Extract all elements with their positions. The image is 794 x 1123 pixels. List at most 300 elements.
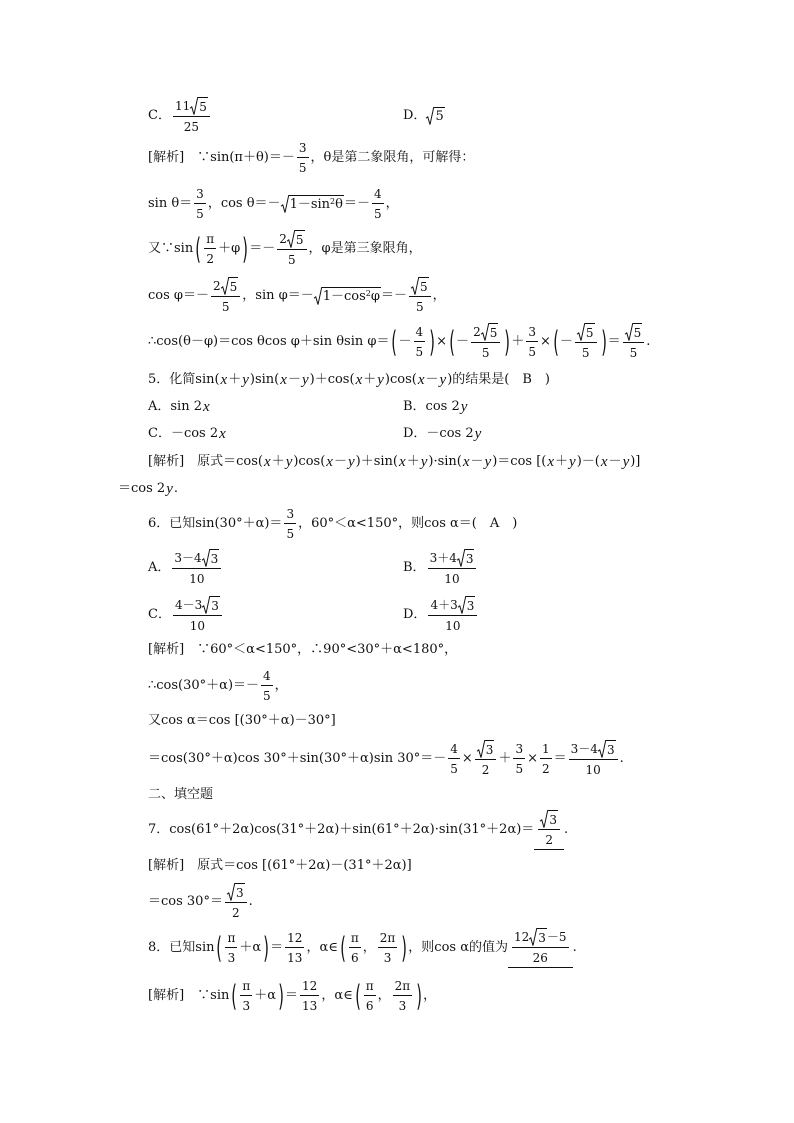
- radicand: [295, 230, 305, 248]
- math-text: ＝: [607, 334, 621, 349]
- math-text: ＝: [270, 940, 284, 955]
- math-text: )cos(: [384, 372, 417, 387]
- math-text: ∴cos(θ－φ)＝cos θcos φ＋sin θsin φ＝: [148, 334, 390, 349]
- radical-sign: [458, 596, 466, 614]
- math-text: 13: [302, 999, 318, 1013]
- variable: x: [462, 454, 470, 470]
- variable: x: [264, 454, 271, 470]
- math-text: ＋: [228, 372, 242, 387]
- math-text: 3: [242, 999, 251, 1013]
- radicand: [289, 195, 344, 213]
- math-text: ×: [527, 751, 538, 766]
- math-text: )＋cos(: [309, 372, 355, 387]
- math-text: 4: [263, 669, 271, 683]
- math-text: ，60°＜α<150°，则cos α＝( A ): [298, 516, 518, 531]
- variable: x: [326, 454, 333, 470]
- math-text: ，φ是第三象限角，: [308, 241, 422, 256]
- math-text: 3: [538, 931, 546, 945]
- math-text: 5: [450, 762, 458, 776]
- square-root: [281, 195, 344, 213]
- math-text: 5: [298, 161, 307, 175]
- square-root: [227, 883, 245, 901]
- fraction-numerator: [393, 978, 413, 996]
- square-root: [481, 323, 499, 341]
- radical-sign: [287, 230, 295, 248]
- math-text: 25: [183, 120, 200, 134]
- math-text: ＋: [555, 454, 569, 469]
- math-text: 7．cos(61°＋2α)cos(31°＋2α)＋sin(61°＋2α)·sin(31°＋2α)＝: [148, 822, 535, 837]
- variable: y: [347, 454, 355, 470]
- fraction-denominator: [277, 250, 306, 268]
- fraction: [277, 230, 306, 268]
- math-text: [解析] 原式＝cos(: [148, 454, 263, 469]
- math-text: ，: [385, 196, 399, 211]
- math-text: )＝cos [(: [492, 454, 547, 469]
- big-paren: (: [449, 325, 455, 359]
- math-text: 3－4: [570, 742, 598, 756]
- big-paren: ): [401, 931, 408, 965]
- variable: y: [242, 372, 249, 388]
- math-text: 3: [515, 742, 524, 756]
- math-text: π: [365, 979, 374, 993]
- math-text: ，θ是第二象限角，可解得：: [310, 150, 475, 165]
- math-text: ，则cos α的值为: [408, 940, 508, 955]
- fraction: [513, 741, 525, 777]
- fraction-denominator: [194, 204, 206, 222]
- math-text: ×: [540, 334, 551, 349]
- math-text: [解析] 原式＝cos [(61°＋2α)－(31°＋2α)]: [148, 858, 412, 873]
- big-paren: ): [416, 979, 423, 1013]
- math-text: 5: [481, 346, 490, 360]
- fraction-numerator: [513, 741, 525, 759]
- fraction: [428, 549, 477, 587]
- math-text: 5: [416, 300, 424, 314]
- q4-option-d: [403, 94, 445, 138]
- big-paren: (: [195, 232, 202, 266]
- math-text: 5: [585, 326, 594, 340]
- big-paren: ): [263, 931, 270, 965]
- math-text: ，: [423, 988, 437, 1003]
- fraction-numerator: [364, 978, 376, 996]
- variable: x: [203, 399, 210, 415]
- math-text: ＋: [511, 334, 525, 349]
- variable: y: [622, 454, 630, 470]
- square-root: [625, 323, 643, 341]
- fraction-denominator: [569, 760, 618, 778]
- math-text: ，: [362, 940, 376, 955]
- math-text: 10: [445, 619, 461, 633]
- math-text: .: [563, 822, 569, 837]
- fraction-numerator: [225, 883, 247, 903]
- fraction-numerator: [173, 596, 222, 616]
- math-text: 3: [466, 599, 475, 613]
- math-text: 2: [481, 763, 490, 777]
- variable: y: [474, 426, 482, 442]
- square-root: [287, 230, 305, 248]
- radical-sign: [540, 810, 548, 828]
- math-text: .: [248, 894, 253, 909]
- fraction-numerator: [372, 186, 384, 204]
- math-text: 5: [263, 689, 271, 703]
- fraction-denominator: [540, 759, 552, 777]
- math-text: B．: [403, 560, 426, 575]
- math-text: －: [559, 334, 573, 349]
- fraction-denominator: [172, 569, 221, 587]
- math-text: A．: [148, 560, 171, 575]
- square-root: [426, 107, 444, 125]
- fraction: [372, 186, 384, 222]
- math-text: 4－3: [174, 598, 203, 612]
- radical-sign: [202, 549, 210, 567]
- fraction: [512, 928, 569, 966]
- math-text: ＝－: [249, 241, 276, 256]
- math-text: 2: [279, 232, 287, 246]
- fraction: [378, 930, 398, 966]
- q6-stem: [148, 502, 517, 546]
- math-text: －: [470, 454, 484, 469]
- math-text: 4: [373, 187, 382, 201]
- math-text: 12: [514, 930, 530, 944]
- fraction-numerator: [428, 549, 477, 569]
- radical-sign: [227, 883, 235, 901]
- radical-sign: [314, 287, 322, 305]
- fraction: [173, 97, 210, 135]
- radicand: [465, 549, 475, 567]
- math-text: 4: [415, 325, 424, 339]
- big-paren: ): [600, 325, 607, 359]
- variable: y: [439, 372, 447, 388]
- fraction-denominator: [393, 996, 413, 1014]
- math-text: C．: [148, 607, 171, 622]
- variable: y: [285, 454, 293, 470]
- math-text: 3: [286, 507, 295, 521]
- math-text: C．－cos 2: [148, 426, 219, 441]
- square-root: [577, 323, 595, 341]
- fraction: [297, 140, 309, 176]
- radicand: [485, 740, 495, 758]
- square-root: [477, 740, 495, 758]
- math-text: θ: [335, 197, 343, 212]
- math-text: π: [227, 931, 236, 945]
- fraction-numerator: [204, 231, 216, 249]
- math-text: 5: [415, 345, 424, 359]
- radicand: [489, 323, 499, 341]
- math-text: [解析] ∵60°＜α<150°，∴90°<30°＋α<180°，: [148, 642, 458, 657]
- math-text: 3: [298, 141, 307, 155]
- math-text: C．: [148, 108, 171, 123]
- radical-sign: [598, 740, 606, 758]
- math-text: 2: [213, 279, 221, 293]
- q6-option-a: [148, 546, 223, 590]
- big-paren: ): [429, 325, 436, 359]
- q8-analysis-line-1: [148, 974, 436, 1018]
- math-text: ，: [274, 678, 288, 693]
- math-text: ，sin φ＝－: [242, 288, 314, 303]
- variable: y: [569, 454, 576, 470]
- variable: y: [377, 372, 384, 388]
- fraction: [300, 978, 319, 1014]
- superscript: 2: [365, 289, 371, 298]
- radical-sign: [477, 740, 485, 758]
- math-text: [解析] ∵sin: [148, 988, 230, 1003]
- math-text: 5: [633, 326, 642, 340]
- math-text: ＝cos 2: [118, 481, 166, 496]
- fraction-denominator: [623, 343, 645, 361]
- math-text: ＝－: [343, 196, 370, 211]
- fraction-numerator: [448, 741, 460, 759]
- fraction: [414, 324, 426, 360]
- variable: x: [600, 454, 608, 470]
- fraction-denominator: [378, 948, 398, 966]
- q4-option-c: [148, 94, 212, 138]
- variable: x: [417, 372, 425, 388]
- fraction: [569, 740, 618, 778]
- square-root: [221, 277, 239, 295]
- math-text: ＝cos 30°＝: [148, 894, 223, 909]
- radicand: [210, 549, 220, 567]
- math-text: .: [619, 751, 624, 766]
- math-text: A．sin 2: [148, 399, 202, 414]
- math-text: π: [242, 979, 251, 993]
- math-text: 2: [206, 252, 214, 266]
- big-paren: (: [391, 325, 398, 359]
- radicand: [537, 928, 547, 946]
- fraction: [225, 930, 237, 966]
- big-paren: ): [504, 325, 511, 359]
- fraction: [172, 549, 221, 587]
- fraction-numerator: [285, 930, 304, 948]
- fraction-numerator: [277, 230, 306, 250]
- math-text: D．: [403, 607, 427, 622]
- fraction: [475, 740, 497, 778]
- math-text: cos φ＝－: [148, 288, 210, 303]
- big-paren: (: [354, 979, 361, 1013]
- math-text: sin θ＝: [148, 196, 193, 211]
- fraction-denominator: [372, 204, 384, 222]
- math-text: 4＋3: [430, 598, 458, 612]
- math-text: 3: [383, 951, 392, 965]
- fraction-numerator: [575, 323, 597, 343]
- fraction-denominator: [448, 759, 460, 777]
- math-text: 5: [286, 527, 295, 541]
- math-text: ＋: [271, 454, 285, 469]
- radicand: [633, 323, 643, 341]
- fraction-numerator: [172, 549, 221, 569]
- radicand: [434, 107, 444, 125]
- math-text: 3: [210, 552, 219, 566]
- big-paren: (: [231, 979, 238, 1013]
- radical-sign: [426, 107, 434, 125]
- math-text: 13: [287, 951, 303, 965]
- variable: y: [420, 454, 428, 470]
- math-text: ＋α: [239, 940, 262, 955]
- math-text: －: [398, 334, 412, 349]
- math-text: .: [173, 481, 178, 496]
- math-text: .: [572, 940, 577, 955]
- fraction-denominator: [297, 158, 309, 176]
- fraction-numerator: [540, 741, 552, 759]
- math-text: ，: [432, 288, 446, 303]
- math-text: 4: [450, 742, 458, 756]
- math-text: 3: [211, 599, 219, 613]
- math-text: ，α∈: [306, 940, 338, 955]
- big-paren: ): [278, 979, 284, 1013]
- radical-sign: [577, 323, 585, 341]
- math-text: 5: [199, 100, 207, 114]
- fraction-denominator: [475, 760, 497, 778]
- fraction-numerator: [240, 978, 252, 996]
- fraction: [349, 930, 361, 966]
- math-text: －: [425, 372, 439, 387]
- math-text: D．: [403, 108, 427, 123]
- math-text: 5．化简sin(: [148, 372, 220, 387]
- math-text: 3: [528, 325, 536, 339]
- math-text: －: [333, 454, 347, 469]
- radical-sign: [221, 277, 229, 295]
- fraction-numerator: [428, 596, 477, 616]
- fraction-denominator: [225, 948, 237, 966]
- fraction-numerator: [284, 506, 296, 524]
- radical-sign: [625, 323, 633, 341]
- math-text: 又∵sin: [148, 241, 194, 256]
- math-text: 2: [473, 325, 481, 339]
- math-text: 5: [581, 346, 590, 360]
- fraction-numerator: [225, 930, 237, 948]
- fraction-numerator: [538, 810, 560, 830]
- math-text: )的结果是( B ): [447, 372, 550, 387]
- math-text: ，cos θ＝－: [207, 196, 281, 211]
- fraction: [409, 277, 431, 315]
- fraction-numerator: [173, 97, 210, 117]
- fraction: [225, 883, 247, 921]
- square-root: [457, 549, 475, 567]
- math-text: 1－cos: [322, 289, 366, 304]
- math-text: ＋: [363, 372, 377, 387]
- fraction-numerator: [349, 930, 361, 948]
- section-title: 二、填空题: [148, 787, 214, 802]
- radical-sign: [202, 596, 210, 614]
- math-text: )·sin(: [428, 454, 462, 469]
- math-text: 26: [532, 951, 548, 965]
- radical-sign: [529, 928, 537, 946]
- radicand: [198, 97, 208, 115]
- square-root: [314, 287, 381, 305]
- math-text: 2: [545, 833, 553, 847]
- radical-sign: [481, 323, 489, 341]
- q7-analysis-line-2: [148, 880, 253, 924]
- big-paren: (: [216, 931, 223, 965]
- variable: x: [280, 372, 287, 388]
- fraction-numerator: [512, 928, 569, 948]
- q4-analysis-line-2: [148, 182, 399, 226]
- math-text: [解析] ∵sin(π＋θ)＝－: [148, 150, 295, 165]
- fraction: [194, 186, 206, 222]
- math-text: 5: [288, 253, 296, 267]
- big-paren: (: [340, 931, 346, 965]
- math-text: 3: [606, 743, 615, 757]
- math-text: 3: [485, 743, 494, 757]
- math-text: 5: [373, 207, 382, 221]
- q5-analysis-line-1: [148, 440, 640, 484]
- math-text: 1: [542, 742, 550, 756]
- math-text: 5: [295, 233, 304, 247]
- math-text: ＋: [498, 751, 512, 766]
- math-text: 3－4: [174, 551, 202, 565]
- variable: x: [219, 426, 226, 442]
- math-text: 2: [231, 906, 240, 920]
- fraction: [575, 323, 597, 361]
- math-text: 10: [189, 572, 205, 586]
- fraction: [240, 978, 252, 1014]
- math-text: ∴cos(30°＋α)＝－: [148, 678, 260, 693]
- math-text: 5: [229, 280, 238, 294]
- math-text: 3: [227, 951, 236, 965]
- variable: x: [220, 372, 228, 388]
- fraction-denominator: [284, 524, 296, 542]
- fraction: [211, 277, 240, 315]
- fraction-numerator: [526, 324, 538, 342]
- math-text: 8．已知sin: [148, 940, 215, 955]
- math-text: 3: [398, 999, 407, 1013]
- variable: x: [399, 454, 406, 470]
- fraction: [623, 323, 645, 361]
- fraction-numerator: [623, 323, 645, 343]
- fraction-numerator: [409, 277, 431, 297]
- math-text: ＝: [285, 988, 299, 1003]
- radical-sign: [190, 97, 198, 115]
- math-text: 10: [444, 572, 460, 586]
- math-text: 1－sin: [289, 197, 331, 212]
- square-root: [202, 596, 220, 614]
- math-text: 5: [515, 762, 524, 776]
- fraction-denominator: [204, 249, 216, 267]
- math-text: )cos(: [293, 454, 326, 469]
- superscript: 2: [330, 197, 336, 206]
- math-text: －: [608, 454, 622, 469]
- math-text: 3: [549, 813, 557, 827]
- fraction-numerator: [211, 277, 240, 297]
- radicand: [466, 596, 476, 614]
- q6-option-b: [403, 546, 478, 590]
- math-text: π: [350, 931, 359, 945]
- math-text: 11: [174, 99, 191, 113]
- radicand: [235, 883, 245, 901]
- fraction-numerator: [569, 740, 618, 760]
- math-text: )]: [630, 454, 641, 469]
- radicand: [322, 287, 381, 305]
- fraction-denominator: [513, 759, 525, 777]
- fraction-numerator: [300, 978, 319, 996]
- fraction-denominator: [349, 948, 361, 966]
- square-root: [411, 277, 429, 295]
- math-text: .: [646, 334, 651, 349]
- math-text: ＝cos(30°＋α)cos 30°＋sin(30°＋α)sin 30°＝－: [148, 751, 447, 766]
- q6-analysis-line-4: [148, 737, 624, 781]
- math-text: 10: [585, 763, 601, 777]
- fraction-denominator: [364, 996, 376, 1014]
- answer-blank: [508, 928, 573, 968]
- math-text: 5: [489, 326, 498, 340]
- radicand: [606, 740, 616, 758]
- math-text: ×: [436, 334, 448, 349]
- math-text: π: [206, 232, 215, 246]
- square-root: [598, 740, 616, 758]
- radical-sign: [457, 549, 465, 567]
- fraction-numerator: [297, 140, 309, 158]
- radicand: [585, 323, 595, 341]
- fraction-denominator: [512, 948, 569, 966]
- math-text: 5: [629, 346, 638, 360]
